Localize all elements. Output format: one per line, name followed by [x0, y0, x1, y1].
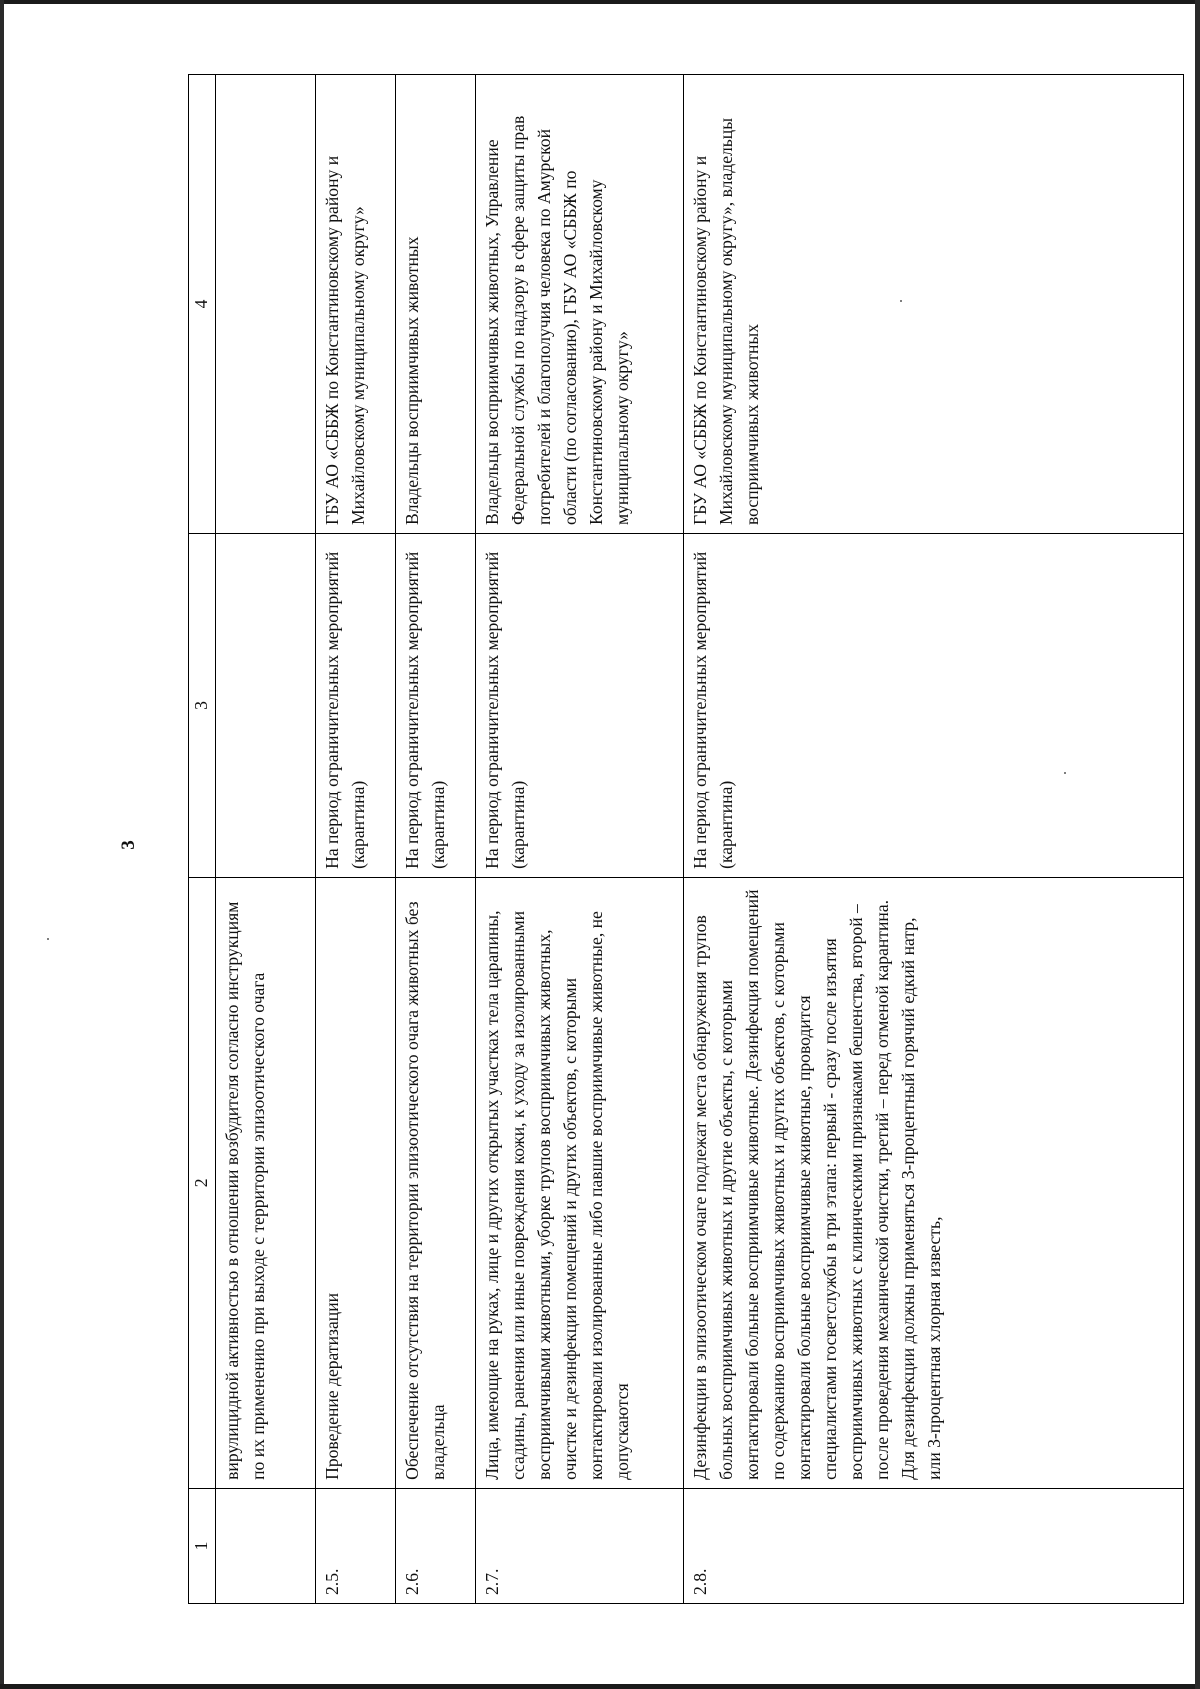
- row-period: [216, 534, 316, 878]
- row-action: вирулицидной активностью в отношении возбудителя согласно инструкциям по их применению при выходе с территории эпизоотического очага: [216, 877, 316, 1488]
- row-responsible: ГБУ АО «СББЖ по Константиновскому району и Михайловскому муниципальному округу»: [316, 75, 396, 534]
- table-header-row: [189, 75, 216, 1604]
- header-col-1: 1: [189, 1488, 216, 1603]
- header-col-2: 2: [189, 877, 216, 1488]
- table-row: [684, 75, 1184, 1604]
- row-responsible: Владельцы восприимчивых животных, Управление Федеральной службы по надзору в сфере защиты прав потребителей и благополучия человека по Амурской области (по согласованию), ГБУ АО «СББЖ по Константиновскому району и Михайловскому муниципальному округу»: [476, 75, 684, 534]
- row-number: 2.7.: [476, 1488, 684, 1603]
- row-responsible: [216, 75, 316, 534]
- scan-speck: [1064, 772, 1066, 774]
- row-action: Дезинфекции в эпизоотическом очаге подлежат места обнаружения трупов больных восприимчивых животных и другие объекты, с которыми контактировали больные восприимчивые животные. Дезинфекция помещений по содержанию восприимчивых животных и других объектов, с которыми контактировали больные восприимчивые животные, проводится специалистами госветслужбы в три этапа: первый - сразу после изъятия восприимчивых животных с клиническими признаками бешенства, второй – после проведения механической очистки, третий – перед отменой карантина. Для дезинфекции должны применяться 3-процентный горячий едкий натр, или 3-процентная хлорная известь,: [684, 877, 1184, 1488]
- row-action: Лица, имеющие на руках, лице и других открытых участках тела царапины, ссадины, ранения или иные повреждения кожи, к уходу за изолированными восприимчивыми животными, уборке трупов восприимчивых животных, очистке и дезинфекции помещений и других объектов, с которыми контактировали изолированные либо павшие восприимчивые животные, не допускаются: [476, 877, 684, 1488]
- row-action: Проведение дератизации: [316, 877, 396, 1488]
- table-row: [316, 75, 396, 1604]
- scan-border-left: [0, 0, 4, 1689]
- row-period: На период ограничительных мероприятий (карантина): [396, 534, 476, 878]
- table-row: [216, 75, 316, 1604]
- header-col-4: 4: [189, 75, 216, 534]
- row-number: 2.6.: [396, 1488, 476, 1603]
- measures-table: [188, 74, 1184, 1604]
- scan-border-top: [0, 0, 1200, 4]
- row-period: На период ограничительных мероприятий (карантина): [476, 534, 684, 878]
- scan-speck: [900, 300, 902, 302]
- table-row: [396, 75, 476, 1604]
- row-number: 2.5.: [316, 1488, 396, 1603]
- header-col-3: 3: [189, 534, 216, 878]
- row-period: На период ограничительных мероприятий (карантина): [316, 534, 396, 878]
- scan-border-bottom: [0, 1684, 1200, 1689]
- table-row: [476, 75, 684, 1604]
- page-number: 3: [118, 840, 139, 850]
- row-period: На период ограничительных мероприятий (карантина): [684, 534, 1184, 878]
- row-responsible: Владельцы восприимчивых животных: [396, 75, 476, 534]
- row-number: [216, 1488, 316, 1603]
- row-action: Обеспечение отсутствия на территории эпизоотического очага животных без владельца: [396, 877, 476, 1488]
- row-number: 2.8.: [684, 1488, 1184, 1603]
- row-responsible: ГБУ АО «СББЖ по Константиновскому району и Михайловскому муниципальному округу», владельцы восприимчивых животных: [684, 75, 1184, 534]
- scan-speck: [47, 938, 49, 940]
- scan-border-right: [1195, 0, 1200, 1689]
